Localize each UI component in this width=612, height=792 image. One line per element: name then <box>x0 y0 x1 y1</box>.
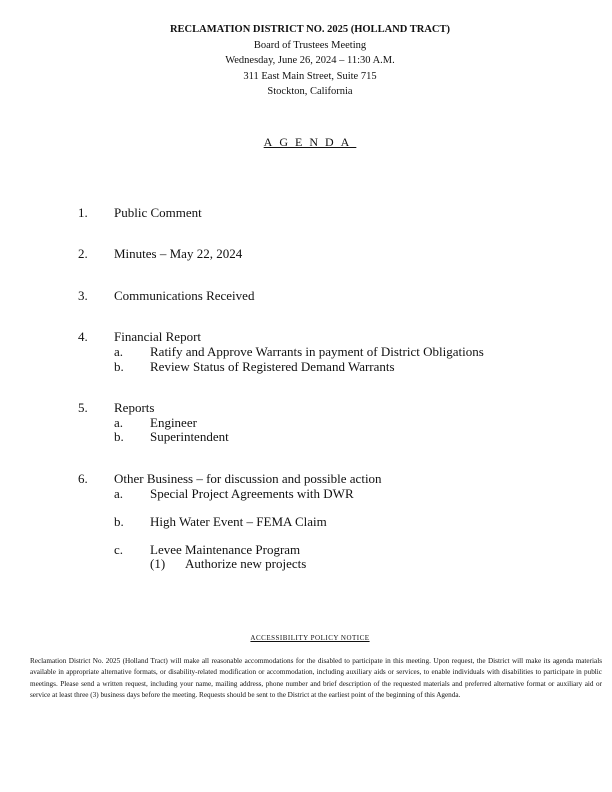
meeting-address: 311 East Main Street, Suite 715 <box>243 70 377 82</box>
subitem-text: Levee Maintenance Program <box>150 542 301 557</box>
district-title: RECLAMATION DISTRICT NO. 2025 (HOLLAND TRACT) <box>169 24 451 35</box>
item-number: 4. <box>78 329 88 344</box>
document-header <box>0 22 612 100</box>
agenda-heading: AGENDA <box>263 135 357 149</box>
meeting-date-time: Wednesday, June 26, 2024 – 11:30 A.M. <box>225 55 395 66</box>
subitem-text: Superintendent <box>150 429 229 444</box>
item-text: Public Comment <box>114 205 202 220</box>
subitem-letter: b. <box>114 429 124 444</box>
subsubitem-text: Authorize new projects <box>185 556 307 571</box>
subsubitem-number: (1) <box>150 556 166 571</box>
item-text: Other Business – for discussion and possible action <box>114 471 382 486</box>
item-number: 5. <box>78 400 88 415</box>
meeting-city: Stockton, California <box>267 86 353 97</box>
subitem-letter: b. <box>114 514 124 529</box>
subitem-text: High Water Event – FEMA Claim <box>150 514 327 529</box>
item-text: Financial Report <box>114 329 202 344</box>
subitem-letter: b. <box>114 359 124 374</box>
item-number: 3. <box>78 288 88 303</box>
subitem-letter: a. <box>114 415 124 430</box>
subitem-text: Review Status of Registered Demand Warrants <box>150 359 395 374</box>
subitem-letter: c. <box>114 542 124 557</box>
item-number: 2. <box>78 246 88 261</box>
subitem-letter: a. <box>114 486 124 501</box>
subitem-text: Special Project Agreements with DWR <box>150 486 354 501</box>
accessibility-notice-body: Reclamation District No. 2025 (Holland Tract) will make all reasonable accommodations for the disabled to participate in this meeting. Upon request, the District will make its agenda materials available in appropriate alternative formats, or disability-related modification or accommodation, including auxiliary aids or services, to enable individuals with disabilities to participate in public meetings. Please send a written request, including your name, mailing address, phone number and brief description of the requested materials and preferred alternative format or auxiliary aid or service at least three (3) business days before the meeting. Requests should be sent to the District at the earliest point of the beginning of this Agenda. <box>30 657 602 700</box>
subitem-text: Ratify and Approve Warrants in payment of District Obligations <box>150 344 484 359</box>
item-number: 6. <box>78 471 88 486</box>
item-number: 1. <box>78 205 88 220</box>
item-text: Reports <box>114 400 155 415</box>
subitem-letter: a. <box>114 344 124 359</box>
meeting-name: Board of Trustees Meeting <box>253 39 367 51</box>
subitem-text: Engineer <box>150 415 197 430</box>
accessibility-notice-title: ACCESSIBILITY POLICY NOTICE <box>250 634 370 642</box>
item-text: Communications Received <box>114 288 255 303</box>
item-text: Minutes – May 22, 2024 <box>114 246 243 261</box>
